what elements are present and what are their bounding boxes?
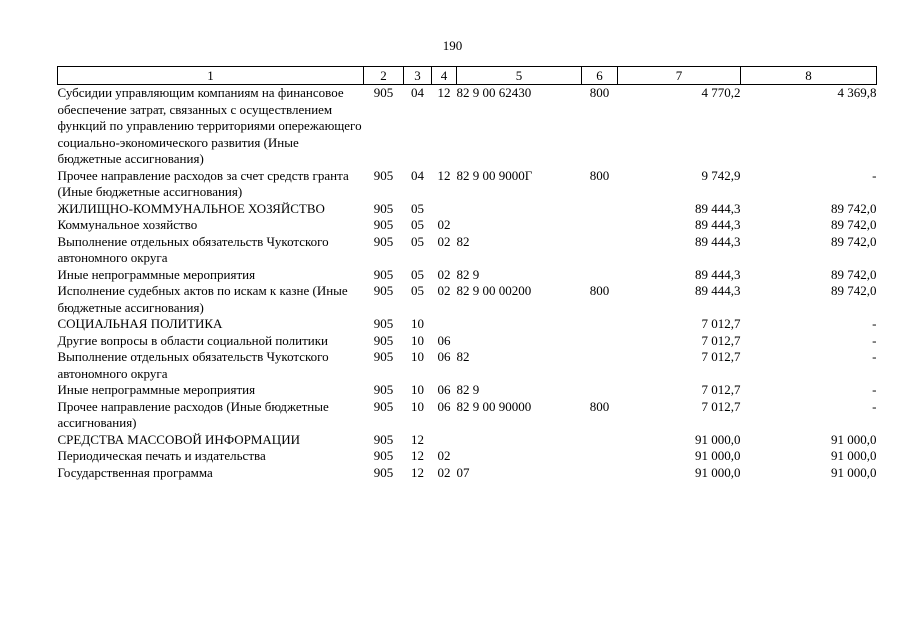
row-expense-type <box>582 316 618 333</box>
budget-table <box>57 66 877 481</box>
row-sum-2: 91 000,0 <box>831 448 877 463</box>
row-subsection: 06 <box>437 382 451 397</box>
page-number: 190 <box>442 38 463 53</box>
row-sum-1: 91 000,0 <box>695 464 741 480</box>
row-name: Выполнение отдельных обязательств Чукотского автономного округа <box>57 349 329 381</box>
row-name: Другие вопросы в области социальной политики <box>57 332 328 348</box>
header-col-4: 4 <box>432 67 457 85</box>
row-sum-2: 89 742,0 <box>831 217 877 232</box>
row-sum-1: 7 012,7 <box>701 349 741 364</box>
row-target-article: 82 9 00 9000Г <box>456 167 533 183</box>
row-expense-type <box>582 448 618 465</box>
row-subsection: 02 <box>437 283 451 298</box>
row-grbs: 905 <box>373 464 394 480</box>
row-sum-2: - <box>872 332 877 348</box>
row-sum-2: - <box>872 349 877 364</box>
row-grbs: 905 <box>373 85 394 100</box>
row-section: 04 <box>411 85 424 100</box>
row-grbs: 905 <box>373 266 394 282</box>
row-sum-2: - <box>872 316 877 331</box>
row-name: Прочее направление расходов (Иные бюджетные ассигнования) <box>57 398 329 430</box>
row-subsection: 06 <box>437 349 451 364</box>
row-expense-type: 800 <box>589 398 610 414</box>
table-row <box>58 465 877 482</box>
table-row <box>58 168 877 201</box>
row-sum-1: 9 742,9 <box>701 167 741 183</box>
row-subsection: 02 <box>437 233 451 249</box>
row-expense-type <box>582 349 618 382</box>
row-section: 05 <box>411 266 424 282</box>
row-sum-1: 4 770,2 <box>701 85 741 100</box>
row-target-article <box>457 201 582 218</box>
row-sum-2: 91 000,0 <box>831 431 877 447</box>
row-sum-1: 7 012,7 <box>701 316 741 331</box>
row-subsection <box>432 432 457 449</box>
row-subsection: 02 <box>437 464 451 480</box>
row-grbs: 905 <box>373 332 394 348</box>
row-sum-1: 89 444,3 <box>695 283 741 298</box>
row-name: Государственная программа <box>57 464 213 480</box>
row-section: 04 <box>411 167 424 183</box>
row-subsection: 02 <box>437 448 451 463</box>
row-expense-type <box>582 201 618 218</box>
row-target-article <box>457 316 582 333</box>
row-sum-1: 7 012,7 <box>701 398 741 414</box>
row-target-article: 07 <box>456 464 470 480</box>
row-grbs: 905 <box>373 283 394 298</box>
row-target-article <box>457 217 582 234</box>
table-header <box>58 67 877 85</box>
row-name: Исполнение судебных актов по искам к казне (Иные бюджетные ассигнования) <box>57 283 348 315</box>
table-row <box>58 283 877 316</box>
header-col-2: 2 <box>364 67 404 85</box>
row-section: 10 <box>411 316 424 331</box>
row-section: 12 <box>411 448 424 463</box>
row-grbs: 905 <box>373 431 394 447</box>
table-row <box>58 267 877 284</box>
row-subsection <box>432 316 457 333</box>
row-sum-1: 7 012,7 <box>701 382 741 397</box>
row-target-article: 82 9 <box>456 266 480 282</box>
row-sum-2: 91 000,0 <box>831 464 877 480</box>
table-row <box>58 316 877 333</box>
row-section: 10 <box>411 332 424 348</box>
row-name: Субсидии управляющим компаниям на финансовое обеспечение затрат, связанных с осуществлением функций по управлению территориями опережающего социально-экономического развития (Иные бюджетные ассигнования) <box>57 85 362 166</box>
row-sum-1: 89 444,3 <box>695 266 741 282</box>
row-grbs: 905 <box>373 233 394 249</box>
row-sum-2: - <box>872 398 877 414</box>
table-row <box>58 399 877 432</box>
row-name: Иные непрограммные мероприятия <box>57 382 256 397</box>
table-row <box>58 217 877 234</box>
table-row <box>58 382 877 399</box>
row-sum-1: 91 000,0 <box>695 448 741 463</box>
row-grbs: 905 <box>373 316 394 331</box>
row-sum-2: - <box>872 382 877 397</box>
row-expense-type <box>582 333 618 350</box>
row-grbs: 905 <box>373 200 394 216</box>
row-subsection <box>432 201 457 218</box>
header-col-8: 8 <box>741 67 877 85</box>
row-name: Периодическая печать и издательства <box>57 448 266 463</box>
row-expense-type <box>582 432 618 449</box>
table-row <box>58 333 877 350</box>
row-subsection: 02 <box>437 266 451 282</box>
table-body <box>58 85 877 482</box>
table-row <box>58 349 877 382</box>
row-expense-type <box>582 382 618 399</box>
row-sum-1: 89 444,3 <box>695 233 741 249</box>
row-subsection: 12 <box>437 167 451 183</box>
row-subsection: 06 <box>437 332 451 348</box>
row-expense-type <box>582 234 618 267</box>
row-section: 05 <box>411 200 424 216</box>
row-sum-1: 91 000,0 <box>695 431 741 447</box>
row-section: 12 <box>411 464 424 480</box>
row-expense-type <box>582 465 618 482</box>
row-target-article <box>457 333 582 350</box>
header-col-3: 3 <box>404 67 432 85</box>
row-subsection: 02 <box>437 217 451 232</box>
row-grbs: 905 <box>373 167 394 183</box>
row-section: 10 <box>411 398 424 414</box>
row-name: Прочее направление расходов за счет средств гранта (Иные бюджетные ассигнования) <box>57 167 349 199</box>
row-sum-2: 89 742,0 <box>831 200 877 216</box>
row-target-article: 82 9 00 90000 <box>456 398 532 414</box>
row-sum-1: 89 444,3 <box>695 200 741 216</box>
row-subsection: 12 <box>437 85 451 100</box>
header-col-5: 5 <box>457 67 582 85</box>
row-expense-type <box>582 217 618 234</box>
row-expense-type: 800 <box>589 85 610 100</box>
table-row <box>58 201 877 218</box>
row-sum-2: 89 742,0 <box>831 233 877 249</box>
row-subsection: 06 <box>437 398 451 414</box>
row-target-article <box>457 432 582 449</box>
header-col-7: 7 <box>618 67 741 85</box>
row-section: 05 <box>411 283 424 298</box>
row-target-article: 82 <box>456 233 470 249</box>
row-target-article <box>457 448 582 465</box>
row-section: 12 <box>411 431 424 447</box>
header-row <box>58 67 877 85</box>
row-name: ЖИЛИЩНО-КОММУНАЛЬНОЕ ХОЗЯЙСТВО <box>57 200 325 216</box>
table-row <box>58 448 877 465</box>
row-section: 05 <box>411 233 424 249</box>
row-section: 05 <box>411 217 424 232</box>
row-name: СРЕДСТВА МАССОВОЙ ИНФОРМАЦИИ <box>57 431 300 447</box>
row-expense-type: 800 <box>589 167 610 183</box>
row-sum-2: 89 742,0 <box>831 266 877 282</box>
row-sum-1: 89 444,3 <box>695 217 741 232</box>
table-row <box>58 432 877 449</box>
row-expense-type: 800 <box>589 283 610 298</box>
row-target-article: 82 9 00 00200 <box>456 283 532 298</box>
row-target-article: 82 9 <box>456 382 480 397</box>
row-name: Выполнение отдельных обязательств Чукотского автономного округа <box>57 233 329 265</box>
row-grbs: 905 <box>373 448 394 463</box>
row-target-article: 82 <box>456 349 470 364</box>
row-name: Иные непрограммные мероприятия <box>57 266 256 282</box>
row-grbs: 905 <box>373 349 394 364</box>
header-col-6: 6 <box>582 67 618 85</box>
row-name: СОЦИАЛЬНАЯ ПОЛИТИКА <box>57 316 223 331</box>
row-expense-type <box>582 267 618 284</box>
row-section: 10 <box>411 349 424 364</box>
row-sum-2: 4 369,8 <box>837 85 877 100</box>
row-sum-2: 89 742,0 <box>831 283 877 298</box>
row-sum-1: 7 012,7 <box>701 332 741 348</box>
row-grbs: 905 <box>373 382 394 397</box>
row-target-article: 82 9 00 62430 <box>456 85 532 100</box>
header-col-1: 1 <box>58 67 364 85</box>
table-row <box>58 234 877 267</box>
row-name: Коммунальное хозяйство <box>57 217 198 232</box>
table-row <box>58 85 877 168</box>
row-grbs: 905 <box>373 217 394 232</box>
row-section: 10 <box>411 382 424 397</box>
row-sum-2: - <box>872 167 877 183</box>
row-grbs: 905 <box>373 398 394 414</box>
